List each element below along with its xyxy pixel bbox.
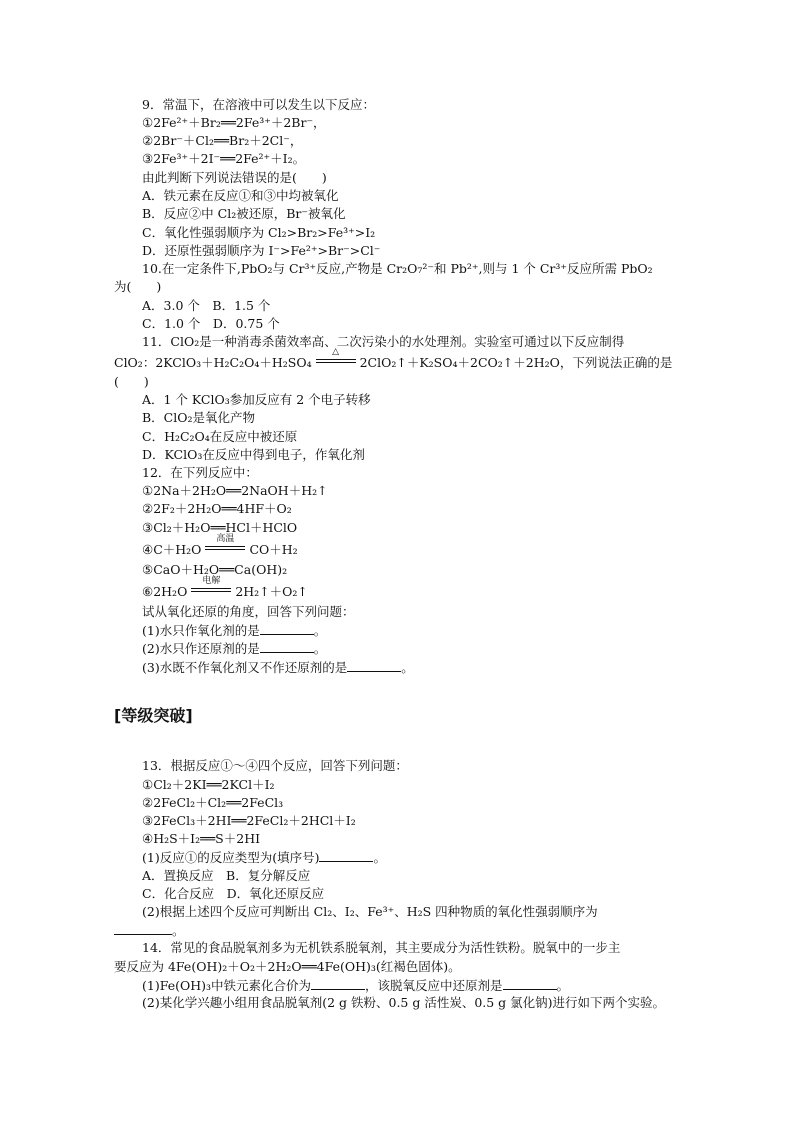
q12-high-temp-condition: 高温 xyxy=(205,540,245,556)
q9-option-a: A．铁元素在反应①和③中均被氧化 xyxy=(142,188,339,203)
q12-sub-1: (1)水只作氧化剂的是 。 xyxy=(142,623,327,638)
answer-blank[interactable] xyxy=(347,658,401,672)
q13-options-ab: A．置换反应 B．复分解反应 xyxy=(142,868,311,883)
q11-stem-line1: 11．ClO₂是一种消毒杀菌效率高、二次污染小的水处理剂。实验室可通过以下反应制得 xyxy=(142,334,625,349)
q13-sub-2: (2)根据上述四个反应可判断出 Cl₂、I₂、Fe³⁺、H₂S 四种物质的氧化性强弱顺序为 xyxy=(142,904,598,919)
q12-reaction-2: ②2F₂＋2H₂O══4HF＋O₂ xyxy=(142,501,292,516)
q11-answer-paren: ( ) xyxy=(114,374,149,389)
q10-stem-line2: 为( ) xyxy=(114,279,162,294)
q12-electrolysis-condition: 电解 xyxy=(191,582,231,598)
q11-equation xyxy=(114,347,673,372)
q12-reaction-6: ⑥2H₂O 电解 2H₂↑＋O₂↑ xyxy=(142,576,308,599)
q13-sub-1: (1)反应①的反应类型为(填序号) 。 xyxy=(142,850,386,865)
answer-blank[interactable] xyxy=(311,976,365,990)
answer-blank[interactable] xyxy=(260,621,314,635)
q12-reaction-5: ⑤CaO＋H₂O══Ca(OH)₂ xyxy=(142,562,288,577)
q9-stem: 9．常温下，在溶液中可以发生以下反应： xyxy=(142,97,375,112)
q12-stem: 12．在下列反应中： xyxy=(142,465,258,480)
answer-blank[interactable] xyxy=(260,639,314,653)
heat-triangle-icon: △ xyxy=(332,347,340,357)
q10-stem-line1: 10.在一定条件下,PbO₂与 Cr³⁺反应,产物是 Cr₂O₇²⁻和 Pb²⁺,则与 1 个 Cr³⁺反应所需 PbO₂ xyxy=(142,261,653,276)
q14-stem-line2: 要反应为 4Fe(OH)₂＋O₂＋2H₂O══4Fe(OH)₃(红褐色固体)。 xyxy=(114,959,461,974)
q11-option-c: C．H₂C₂O₄在反应中被还原 xyxy=(142,429,298,444)
q12-reaction-3: ③Cl₂＋H₂O══HCl＋HClO xyxy=(142,520,298,535)
q9-reaction-2: ②2Br⁻＋Cl₂══Br₂＋2Cl⁻， xyxy=(142,133,303,148)
q12-reaction-1: ①2Na＋2H₂O══2NaOH＋H₂↑ xyxy=(142,483,328,498)
q10-options-cd: C．1.0 个 D．0.75 个 xyxy=(142,316,280,331)
answer-blank[interactable] xyxy=(114,921,172,935)
q9-option-c: C．氧化性强弱顺序为 Cl₂>Br₂>Fe³⁺>I₂ xyxy=(142,225,376,240)
q13-reaction-3: ③2FeCl₃＋2HI══2FeCl₂＋2HCl＋I₂ xyxy=(142,813,356,828)
q13-reaction-4: ④H₂S＋I₂══S＋2HI xyxy=(142,831,261,846)
section-heading: [等级突破] xyxy=(114,706,193,725)
q12-question: 试从氧化还原的角度，回答下列问题： xyxy=(142,604,355,619)
answer-blank[interactable] xyxy=(503,976,557,990)
q13-options-cd: C．化合反应 D．氧化还原反应 xyxy=(142,886,325,901)
q11-equation-right: 2ClO₂↑＋K₂SO₄＋2CO₂↑＋2H₂O，下列说法正确的是 xyxy=(359,355,673,370)
q13-reaction-2: ②2FeCl₂＋Cl₂══2FeCl₃ xyxy=(142,795,284,810)
q13-reaction-1: ①Cl₂＋2KI══2KCl＋I₂ xyxy=(142,777,275,792)
answer-blank[interactable] xyxy=(319,848,373,862)
q11-equation-left: ClO₂：2KClO₃＋H₂C₂O₄＋H₂SO₄ xyxy=(114,355,312,370)
q9-reaction-1: ①2Fe²⁺＋Br₂══2Fe³⁺＋2Br⁻， xyxy=(142,115,326,130)
q9-reaction-3: ③2Fe³⁺＋2I⁻══2Fe²⁺＋I₂。 xyxy=(142,151,306,166)
q11-option-b: B．ClO₂是氧化产物 xyxy=(142,410,256,425)
q10-options-ab: A．3.0 个 B．1.5 个 xyxy=(142,298,271,313)
q12-sub-3: (3)水既不作氧化剂又不作还原剂的是 。 xyxy=(142,660,414,675)
q9-question: 由此判断下列说法错误的是( ) xyxy=(142,170,327,185)
q13-sub-2-answer: 。 xyxy=(114,921,185,940)
q12-reaction-4: ④C＋H₂O 高温 CO＋H₂ xyxy=(142,534,298,557)
q9-option-d: D．还原性强弱顺序为 I⁻>Fe²⁺>Br⁻>Cl⁻ xyxy=(142,243,381,258)
q11-option-d: D．KClO₃在反应中得到电子，作氧化剂 xyxy=(142,447,365,462)
q13-stem: 13．根据反应①～④四个反应，回答下列问题： xyxy=(142,758,408,773)
q14-stem-line1: 14．常见的食品脱氧剂多为无机铁系脱氧剂，其主要成分为活性铁粉。脱氧中的一步主 xyxy=(142,940,621,955)
q14-sub-1: (1)Fe(OH)₃中铁元素化合价为 ，该脱氧反应中还原剂是 。 xyxy=(142,978,570,993)
q11-heat-condition xyxy=(316,347,356,369)
q9-option-b: B．反应②中 Cl₂被还原，Br⁻被氧化 xyxy=(142,206,346,221)
q12-sub-2: (2)水只作还原剂的是 。 xyxy=(142,641,327,656)
q14-sub-2: (2)某化学兴趣小组用食品脱氧剂(2 g 铁粉、0.5 g 活性炭、0.5 g 氯化钠)进行如下两个实验。 xyxy=(142,995,666,1010)
q11-option-a: A．1 个 KClO₃参加反应有 2 个电子转移 xyxy=(142,392,371,407)
